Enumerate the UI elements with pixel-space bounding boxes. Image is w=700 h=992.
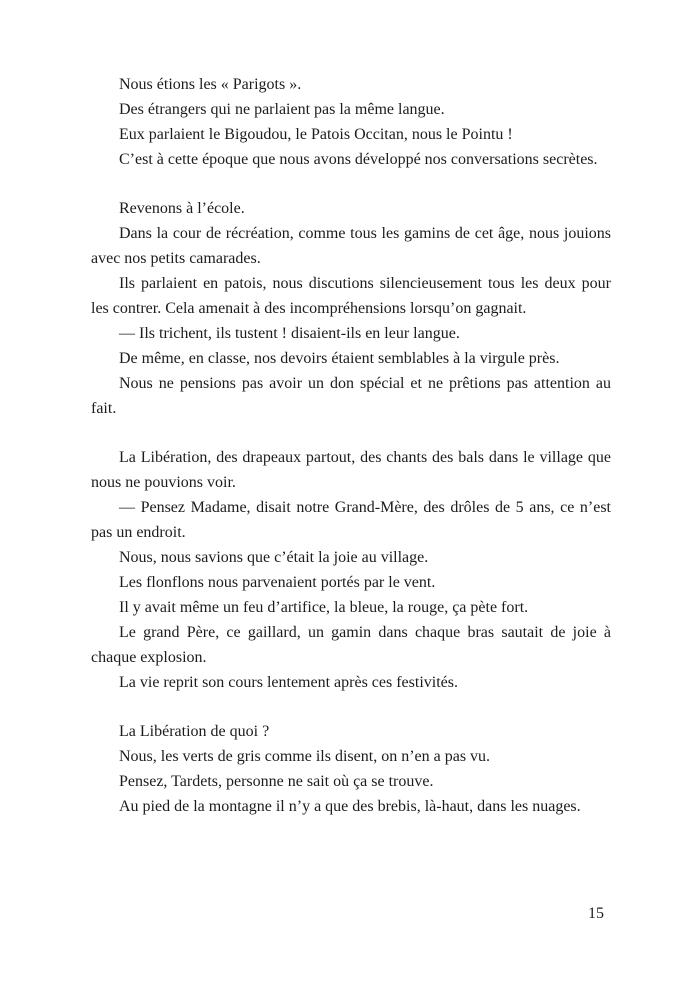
paragraph-group-parigots (91, 72, 611, 172)
page-number: 15 (588, 905, 604, 922)
paragraph: La Libération de quoi ? (119, 723, 270, 740)
paragraph: C’est à cette époque que nous avons développé nos conversations secrètes. (119, 151, 598, 168)
paragraph: Il y avait même un feu d’artifice, la bleue, la rouge, ça pète fort. (119, 599, 529, 616)
paragraph-group-liberation (91, 445, 611, 695)
paragraph: — Pensez Madame, disait notre Grand-Mère, des drôles de 5 ans, ce n’est pas un endroit. (91, 499, 611, 541)
paragraph: Pensez, Tardets, personne ne sait où ça se trouve. (119, 773, 434, 790)
paragraph: Dans la cour de récréation, comme tous les gamins de cet âge, nous jouions avec nos petits camarades. (91, 225, 611, 267)
paragraph: La Libération, des drapeaux partout, des chants des bals dans le village que nous ne pouvions voir. (91, 449, 611, 491)
paragraph-group-liberation-de-quoi (91, 719, 611, 819)
paragraph: Des étrangers qui ne parlaient pas la même langue. (119, 101, 445, 118)
page-text (91, 72, 611, 819)
paragraph: Nous, les verts de gris comme ils disent, on n’en a pas vu. (119, 748, 491, 765)
paragraph: Nous étions les « Parigots ». (119, 76, 302, 93)
paragraph: Revenons à l’école. (119, 200, 245, 217)
paragraph: Nous, nous savions que c’était la joie au village. (119, 549, 429, 566)
paragraph: Eux parlaient le Bigoudou, le Patois Occitan, nous le Pointu ! (119, 126, 513, 143)
paragraph: Nous ne pensions pas avoir un don spécial et ne prêtions pas attention au fait. (91, 375, 611, 417)
paragraph: Le grand Père, ce gaillard, un gamin dans chaque bras sautait de joie à chaque explosion. (91, 624, 611, 666)
paragraph: — Ils trichent, ils tustent ! disaient-ils en leur langue. (119, 325, 460, 342)
paragraph: Les flonflons nous parvenaient portés par le vent. (119, 574, 436, 591)
paragraph: La vie reprit son cours lentement après ces festivités. (119, 674, 458, 691)
paragraph-group-ecole (91, 196, 611, 421)
paragraph: De même, en classe, nos devoirs étaient semblables à la virgule près. (119, 350, 560, 367)
paragraph: Au pied de la montagne il n’y a que des brebis, là-haut, dans les nuages. (119, 798, 581, 815)
paragraph: Ils parlaient en patois, nous discutions silencieusement tous les deux pour les contrer. Cela amenait à des incompréhensions lorsqu’on gagnait. (91, 275, 611, 317)
